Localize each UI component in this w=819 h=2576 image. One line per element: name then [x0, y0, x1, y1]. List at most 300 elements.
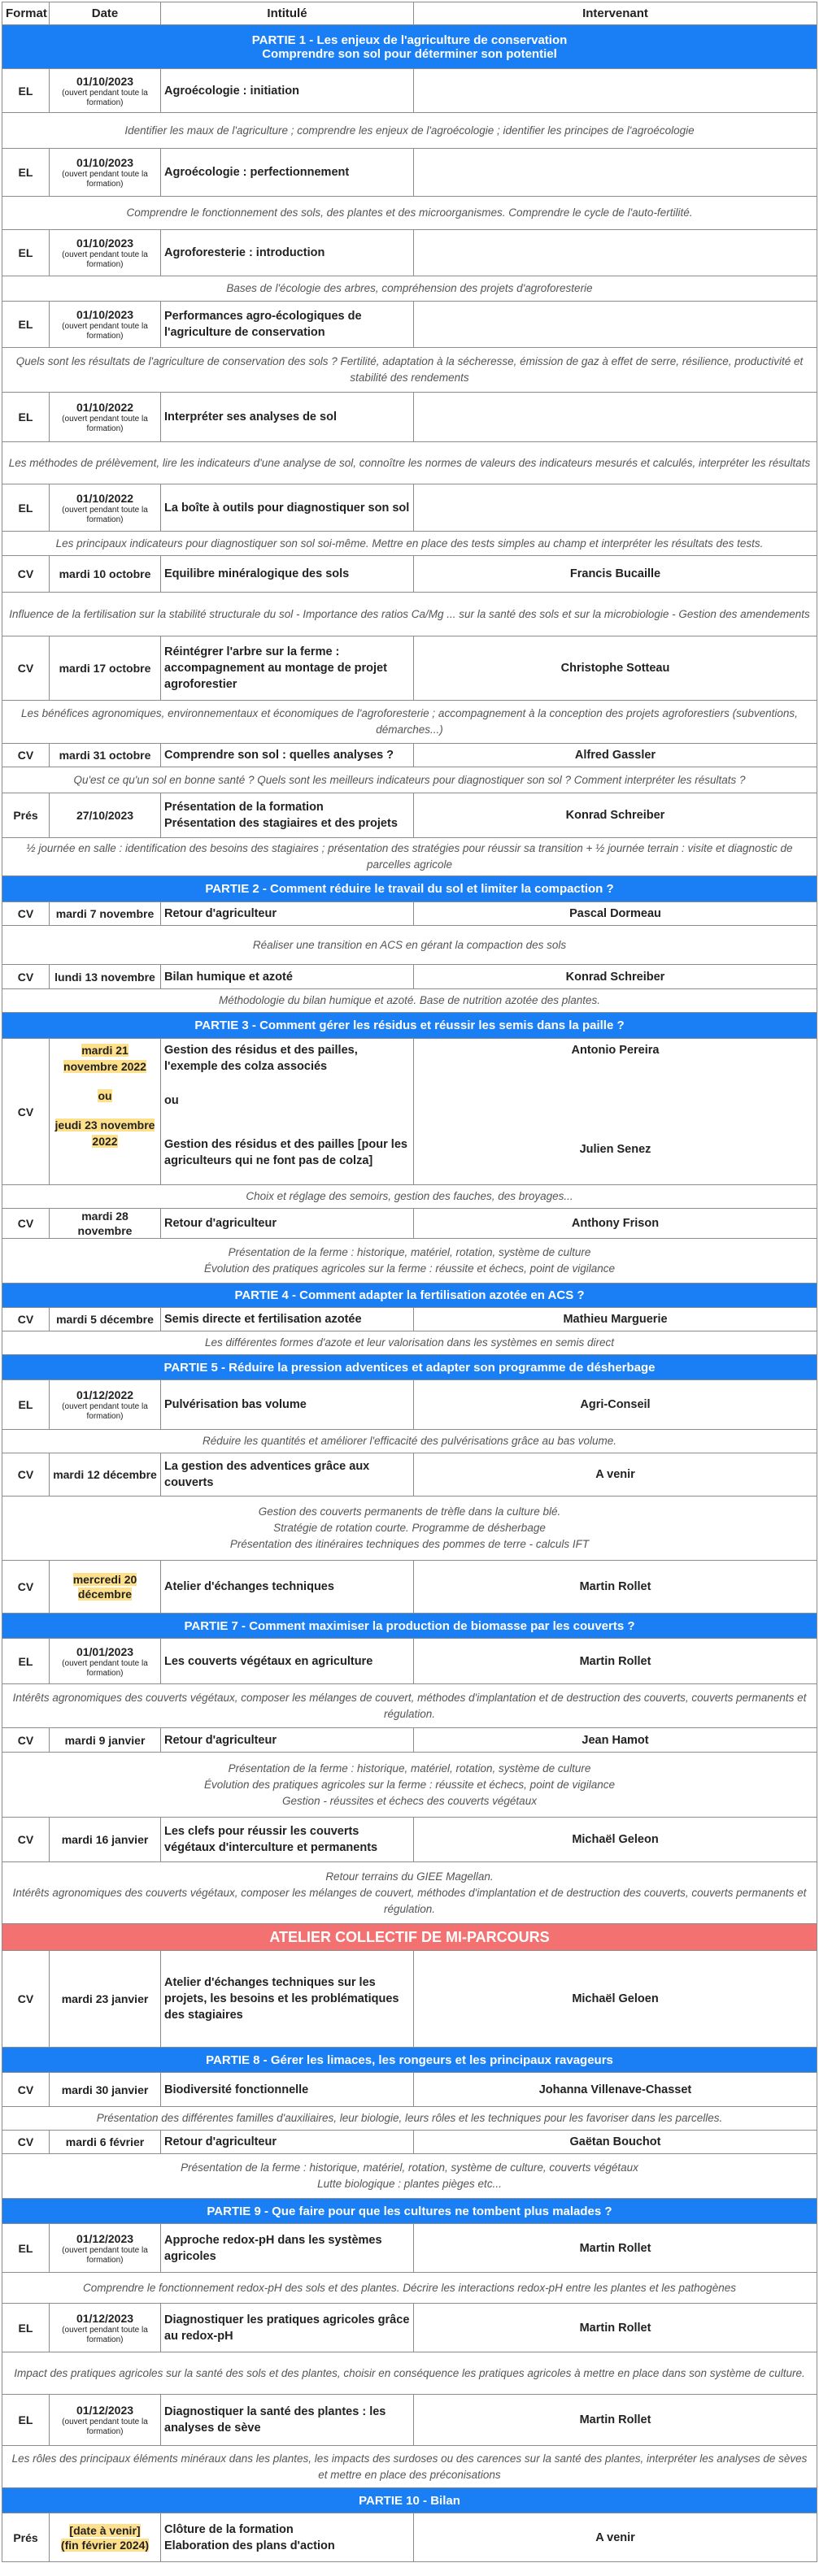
session-row [2, 636, 817, 701]
session-row [2, 149, 817, 197]
session-format: CV [2, 1951, 50, 2048]
session-format: EL [2, 484, 50, 532]
session-intervenant: Agri-Conseil [414, 1380, 817, 1430]
intitule-line: Comprendre son sol : quelles analyses ? [164, 749, 394, 762]
session-description [2, 276, 817, 302]
text-line: Lutte biologique : plantes pièges etc... [317, 2178, 502, 2190]
intitule-line: La gestion des adventices grâce aux couverts [164, 1460, 370, 1489]
date-line: 01/10/2022 [76, 401, 134, 414]
text-line: Comprendre le fonctionnement redox-pH des sols et des plantes. Décrire les interactions redox-pH entre les plantes et les pathogènes [83, 2281, 736, 2294]
section-header-row [2, 2488, 817, 2513]
date-line: 01/10/2023 [76, 308, 134, 321]
description-row [2, 767, 817, 793]
session-intervenant: Alfred Gassler [414, 744, 817, 767]
session-intitule [161, 1039, 414, 1185]
date-or [53, 1088, 157, 1104]
date-text [76, 2312, 133, 2325]
intitule-line: Agroécologie : initiation [164, 84, 299, 98]
session-intervenant [414, 230, 817, 276]
text-line: Comprendre son sol pour déterminer son potentiel [262, 46, 557, 61]
session-description [2, 197, 817, 230]
session-row [2, 793, 817, 838]
session-intervenant: Pascal Dormeau [414, 902, 817, 926]
session-intitule [161, 1639, 414, 1684]
session-row [2, 230, 817, 276]
text-line: Bases de l'écologie des arbres, compréhension des projets d'agroforesterie [226, 282, 593, 294]
session-date [50, 744, 161, 767]
date-line: 01/10/2022 [76, 491, 134, 505]
session-date [50, 484, 161, 532]
date-text [76, 156, 133, 169]
description-row [2, 532, 817, 556]
session-intitule [161, 2073, 414, 2107]
session-row [2, 556, 817, 593]
date-text [59, 662, 151, 675]
session-format: EL [2, 393, 50, 442]
session-intervenant: Johanna Villenave-Chasset [414, 2073, 817, 2107]
session-date [50, 1951, 161, 2048]
session-date [50, 2304, 161, 2352]
session-row [2, 1380, 817, 1430]
session-row [2, 965, 817, 989]
text-line: Les différentes formes d'azote et leur valorisation dans les systèmes en semis direct [204, 1336, 615, 1349]
description-row [2, 113, 817, 149]
session-date [50, 2224, 161, 2273]
session-date [50, 393, 161, 442]
text-line: Intérêts agronomiques des couverts végétaux, composer les mélanges de couvert, méthodes d'implantation et de destruction des couverts, couverts permanents et régulation. [12, 1691, 807, 1720]
session-date [50, 556, 161, 593]
text-line: ½ journée en salle : identification des besoins des stagiaires ; présentation des stratégies pour réussir sa transition + ½ journée terrain : visite et diagnostic de parcelles agricole [26, 842, 793, 871]
session-row [2, 1308, 817, 1331]
session-intitule [161, 2395, 414, 2446]
section-title [2, 876, 817, 902]
session-format: CV [2, 1308, 50, 1331]
session-description [2, 989, 817, 1013]
session-description [2, 1331, 817, 1355]
intitule-line: Diagnostiquer les pratiques agricoles grâce au redox-pH [164, 2313, 410, 2343]
date-line: 01/10/2023 [76, 237, 134, 250]
session-format: CV [2, 556, 50, 593]
session-intervenant [414, 1039, 817, 1185]
text-line: Les méthodes de prélèvement, lire les indicateurs d'une analyse de sol, connoître les normes de valeurs des indicateurs mesurés et calculés, interpréter les résultats [8, 456, 811, 469]
text-line: Méthodologie du bilan humique et azoté. Base de nutrition azotée des plantes. [218, 994, 601, 1006]
section-title [2, 1013, 817, 1039]
session-intitule [161, 69, 414, 113]
section-title [2, 2488, 817, 2513]
date-text [61, 2524, 149, 2552]
date-text [53, 1468, 157, 1481]
session-format: EL [2, 1380, 50, 1430]
session-description [2, 593, 817, 636]
session-intervenant: Konrad Schreiber [414, 965, 817, 989]
text-line: Stratégie de rotation courte. Programme de désherbage [273, 1522, 546, 1534]
intitule-line: Réintégrer l'arbre sur la ferme : accompagnement au montage de projet agroforestier [164, 645, 387, 691]
session-format: CV [2, 1209, 50, 1239]
session-intitule [161, 1561, 414, 1614]
description-row [2, 348, 817, 393]
date-line: mardi 6 février [65, 2135, 145, 2148]
session-intervenant [414, 149, 817, 197]
session-date [50, 1308, 161, 1331]
date-text [66, 2135, 145, 2148]
session-intitule [161, 1209, 414, 1239]
text-line: PARTIE 3 - Comment gérer les résidus et réussir les semis dans la paille ? [194, 1019, 625, 1032]
session-date [50, 1453, 161, 1497]
description-row [2, 926, 817, 965]
session-intervenant: Martin Rollet [414, 1639, 817, 1684]
text-line: Choix et réglage des semoirs, gestion des fauches, des broyages... [246, 1190, 573, 1202]
intitule-line: Biodiversité fonctionnelle [164, 2083, 309, 2096]
intervenant-option-1: Antonio Pereira [571, 1044, 660, 1057]
session-description [2, 1753, 817, 1818]
section-header-row [2, 876, 817, 902]
section-title [2, 1355, 817, 1380]
session-description [2, 2154, 817, 2199]
session-intervenant: Anthony Frison [414, 1209, 817, 1239]
date-line: mardi 12 décembre [53, 1468, 157, 1481]
text-line: Évolution des pratiques agricoles sur la ferme : réussite et échecs, point de vigilance [203, 1262, 616, 1275]
session-format: EL [2, 1639, 50, 1684]
description-row [2, 1862, 817, 1924]
session-date [50, 965, 161, 989]
text-line: PARTIE 8 - Gérer les limaces, les rongeurs et les principaux ravageurs [206, 2053, 613, 2067]
date-line: mardi 28 novembre [77, 1210, 133, 1237]
date-line: mardi 23 janvier [61, 1992, 149, 2005]
description-row [2, 2107, 817, 2131]
date-text [76, 1645, 133, 1658]
session-row [2, 2131, 817, 2154]
date-text [76, 75, 133, 88]
session-row [2, 1561, 817, 1614]
section-title [2, 1924, 817, 1951]
text-line: Gestion des couverts permanents de trèfle dans la culture blé. [258, 1505, 561, 1518]
session-format: CV [2, 902, 50, 926]
session-intitule [161, 1728, 414, 1753]
text-line: Présentation de la ferme : historique, matériel, rotation, système de culture [228, 1761, 591, 1775]
date-note: (ouvert pendant toute la formation) [62, 1658, 148, 1678]
date-line: 01/12/2022 [76, 1388, 134, 1401]
session-description [2, 838, 817, 876]
text-line: PARTIE 5 - Réduire la pression adventices et adapter son programme de désherbage [163, 1360, 656, 1375]
session-intitule [161, 1308, 414, 1331]
session-row [2, 484, 817, 532]
session-row [2, 393, 817, 442]
session-intervenant: Gaëtan Bouchot [414, 2131, 817, 2154]
session-date [50, 149, 161, 197]
date-text [59, 749, 151, 762]
session-date [50, 2131, 161, 2154]
section-header-row [2, 1013, 817, 1039]
table-body [2, 25, 817, 2562]
date-line: mardi 10 octobre [59, 567, 151, 580]
intitule-line: Présentation des stagiaires et des projets [164, 817, 398, 830]
intitule-line: Les clefs pour réussir les couverts végétaux d'interculture et permanents [164, 1825, 378, 1854]
date-text [76, 492, 133, 505]
session-date [50, 793, 161, 838]
description-row [2, 197, 817, 230]
section-title [2, 2048, 817, 2073]
text-line: Réaliser une transition en ACS en gérant la compaction des sols [252, 938, 567, 951]
text-line: Quels sont les résultats de l'agriculture de conservation des sols ? Fertilité, adaptation à la sécheresse, émission de gaz à effet de serre, résilience, productivité et stabilité des rendements [15, 355, 804, 384]
date-text [76, 2232, 133, 2245]
session-description [2, 2352, 817, 2395]
date-note: (ouvert pendant toute la formation) [62, 322, 148, 341]
text-line: Qu'est ce qu'un sol en bonne santé ? Quels sont les meilleurs indicateurs pour diagnostiquer son sol ? Comment interpréter les résultats ? [73, 773, 746, 786]
description-row [2, 1331, 817, 1355]
session-intitule [161, 1453, 414, 1497]
date-line: 01/12/2023 [76, 2231, 134, 2245]
intitule-option-2: Gestion des résidus et des pailles [pour les agriculteurs qui ne font pas de colza] [164, 1138, 407, 1167]
date-line: mardi 31 octobre [59, 749, 151, 762]
session-date [50, 1380, 161, 1430]
session-date [50, 902, 161, 926]
description-row [2, 1430, 817, 1453]
section-header-row [2, 2199, 817, 2224]
session-description [2, 1497, 817, 1561]
session-intervenant: Konrad Schreiber [414, 793, 817, 838]
date-text [76, 809, 133, 822]
text-line: PARTIE 7 - Comment maximiser la production de biomasse par les couverts ? [184, 1618, 635, 1633]
intitule-line: La boîte à outils pour diagnostiquer son sol [164, 501, 410, 515]
session-intervenant: Martin Rollet [414, 2395, 817, 2446]
session-row [2, 902, 817, 926]
text-line: Présentation des itinéraires techniques des pommes de terre - calculs IFT [229, 1538, 590, 1550]
session-date [50, 302, 161, 348]
date-line: mardi 30 janvier [61, 2083, 149, 2096]
session-row [2, 1951, 817, 2048]
session-description [2, 2446, 817, 2488]
date-note: (ouvert pendant toute la formation) [62, 170, 148, 189]
intitule-line: Atelier d'échanges techniques sur les projets, les besoins et les problématiques des stagiaires [164, 1976, 399, 2022]
date-note: (ouvert pendant toute la formation) [62, 2245, 148, 2265]
text-line: Identifier les maux de l'agriculture ; comprendre les enjeux de l'agroécologie ; identifier les principes de l'agroécologie [124, 124, 695, 137]
text-line: Réduire les quantités et améliorer l'efficacité des pulvérisations grâce au bas volume. [202, 1435, 617, 1447]
header-intervenant: Intervenant [414, 2, 817, 25]
date-line: mardi 17 octobre [59, 662, 151, 675]
header-format: Format [2, 2, 50, 25]
date-line: mardi 16 janvier [61, 1833, 149, 1846]
session-intervenant [414, 393, 817, 442]
intitule-line: Interpréter ses analyses de sol [164, 411, 337, 424]
session-description [2, 767, 817, 793]
session-format: Prés [2, 2513, 50, 2562]
session-row [2, 302, 817, 348]
date-text [62, 1833, 149, 1846]
section-header-row [2, 2048, 817, 2073]
section-header-row [2, 25, 817, 69]
session-format: CV [2, 636, 50, 701]
session-intervenant: Michaël Geloen [414, 1951, 817, 2048]
description-row [2, 2273, 817, 2304]
date-text [56, 907, 155, 920]
date-text [56, 1313, 154, 1326]
intitule-or: ou [164, 1094, 179, 1107]
session-intitule [161, 2131, 414, 2154]
date-text [73, 1573, 137, 1601]
session-intervenant: Martin Rollet [414, 2224, 817, 2273]
intitule-line: Diagnostiquer la santé des plantes : les analyses de sève [164, 2405, 386, 2435]
intitule-line: Approche redox-pH dans les systèmes agricoles [164, 2233, 382, 2263]
description-row [2, 276, 817, 302]
intitule-line: Performances agro-écologiques de l'agriculture de conservation [164, 310, 362, 339]
intitule-line: Clôture de la formation [164, 2522, 294, 2536]
session-description [2, 1239, 817, 1284]
description-row [2, 1239, 817, 1284]
description-row [2, 989, 817, 1013]
session-intitule [161, 1951, 414, 2048]
text-line: Gestion - réussites et échecs des couverts végétaux [282, 1794, 537, 1807]
session-description [2, 926, 817, 965]
text-line: PARTIE 4 - Comment adapter la fertilisation azotée en ACS ? [234, 1288, 585, 1302]
session-description [2, 1430, 817, 1453]
session-format: EL [2, 2224, 50, 2273]
session-intitule [161, 744, 414, 767]
text-line: Influence de la fertilisation sur la stabilité structurale du sol - Importance des ratios Ca/Mg ... sur la santé des sols et sur la microbiologie - Gestion des amendements [9, 607, 810, 620]
description-row [2, 2352, 817, 2395]
session-format: EL [2, 2395, 50, 2446]
text-line: Les principaux indicateurs pour diagnostiquer son sol soi-même. Mettre en place des tests simples au champ et interpréter les résultats des tests. [55, 536, 764, 550]
session-format: CV [2, 1561, 50, 1614]
session-intitule [161, 1818, 414, 1862]
intitule-line: Présentation de la formation [164, 801, 324, 814]
session-date [50, 1039, 161, 1185]
intitule-line: Agroforesterie : introduction [164, 246, 325, 259]
date-note: (ouvert pendant toute la formation) [62, 1402, 148, 1421]
session-date [50, 1639, 161, 1684]
session-row [2, 2224, 817, 2273]
session-intitule [161, 2224, 414, 2273]
session-row [2, 2073, 817, 2107]
header-date: Date [50, 2, 161, 25]
intitule-line: Atelier d'échanges techniques [164, 1580, 334, 1593]
session-row [2, 2395, 817, 2446]
date-text [76, 308, 133, 321]
session-intitule [161, 484, 414, 532]
date-option-2 [53, 1117, 157, 1149]
session-description [2, 532, 817, 556]
session-row [2, 2304, 817, 2352]
date-note: (ouvert pendant toute la formation) [62, 2325, 148, 2344]
session-description [2, 442, 817, 484]
session-intervenant: Francis Bucaille [414, 556, 817, 593]
description-row [2, 838, 817, 876]
date-note: (ouvert pendant toute la formation) [62, 415, 148, 433]
date-text [78, 1210, 133, 1237]
session-intitule [161, 302, 414, 348]
session-intitule [161, 902, 414, 926]
session-format: CV [2, 2131, 50, 2154]
section-header-row [2, 1284, 817, 1308]
date-text [76, 237, 133, 250]
table-header-row [2, 2, 817, 25]
training-schedule-table [2, 2, 817, 2562]
session-format: CV [2, 965, 50, 989]
session-intitule [161, 636, 414, 701]
text-line: PARTIE 9 - Que faire pour que les cultures ne tombent plus malades ? [207, 2204, 612, 2218]
date-line: 01/12/2023 [76, 2311, 134, 2325]
session-date [50, 636, 161, 701]
date-note: (ouvert pendant toute la formation) [62, 505, 148, 524]
description-row [2, 2154, 817, 2199]
text-line: Retour terrains du GIEE Magellan. [325, 1870, 494, 1883]
date-text [76, 1388, 133, 1401]
session-date [50, 69, 161, 113]
session-intervenant: Jean Hamot [414, 1728, 817, 1753]
date-note: (ouvert pendant toute la formation) [62, 2417, 148, 2436]
section-title [2, 2199, 817, 2224]
session-format: Prés [2, 793, 50, 838]
date-line: mardi 5 décembre [56, 1313, 154, 1326]
description-row [2, 442, 817, 484]
session-date [50, 2395, 161, 2446]
session-date [50, 1728, 161, 1753]
date-text [76, 2404, 133, 2417]
date-line: 01/01/2023 [76, 1644, 134, 1658]
session-row-alternatives [2, 1039, 817, 1185]
date-text: mardi 21 novembre 2022 [63, 1044, 146, 1073]
intervenant-option-2: Julien Senez [579, 1143, 651, 1156]
session-intervenant: Mathieu Marguerie [414, 1308, 817, 1331]
text-line: Impact des pratiques agricoles sur la santé des sols et des plantes, choisir en conséquence les pratiques agricoles à mettre en place dans son système de culture. [14, 2366, 805, 2379]
session-intitule [161, 230, 414, 276]
session-row [2, 69, 817, 113]
header-intitule: Intitulé [161, 2, 414, 25]
date-option-1 [53, 1042, 157, 1075]
date-note: (ouvert pendant toute la formation) [62, 88, 148, 107]
intitule-line: Retour d'agriculteur [164, 1217, 277, 1230]
session-description [2, 113, 817, 149]
session-format: EL [2, 230, 50, 276]
intitule-line: Equilibre minéralogique des sols [164, 567, 350, 580]
session-intitule [161, 556, 414, 593]
date-line: (fin février 2024) [60, 2538, 150, 2552]
section-header-row [2, 1614, 817, 1639]
text-line: Évolution des pratiques agricoles sur la ferme : réussite et échecs, point de vigilance [203, 1778, 616, 1791]
section-title [2, 25, 817, 69]
section-title [2, 1284, 817, 1308]
session-row [2, 1453, 817, 1497]
session-format: EL [2, 2304, 50, 2352]
session-date [50, 2073, 161, 2107]
date-note: (ouvert pendant toute la formation) [62, 250, 148, 269]
atelier-header-row [2, 1924, 817, 1951]
text-line: Présentation de la ferme : historique, matériel, rotation, système de culture, couverts végétaux [181, 2161, 638, 2174]
date-line: lundi 13 novembre [54, 970, 155, 984]
session-intervenant [414, 302, 817, 348]
session-format: EL [2, 302, 50, 348]
intitule-line: Les couverts végétaux en agriculture [164, 1654, 373, 1668]
session-format: CV [2, 1453, 50, 1497]
date-line: 01/12/2023 [76, 2404, 134, 2417]
date-line: mercredi 20 décembre [72, 1573, 137, 1601]
session-date [50, 1209, 161, 1239]
session-intitule [161, 2304, 414, 2352]
session-description [2, 1185, 817, 1209]
session-intitule [161, 149, 414, 197]
description-row [2, 593, 817, 636]
description-row [2, 2446, 817, 2488]
session-format: CV [2, 1728, 50, 1753]
session-intitule [161, 793, 414, 838]
intitule-line: Retour d'agriculteur [164, 1733, 277, 1747]
intitule-option-1: Gestion des résidus et des pailles, l'exemple des colza associés [164, 1044, 358, 1073]
date-text [76, 401, 133, 414]
date-line: mardi 9 janvier [64, 1733, 146, 1747]
session-format: EL [2, 69, 50, 113]
session-date [50, 1818, 161, 1862]
text-line: Les bénéfices agronomiques, environnementaux et économiques de l'agroforesterie ; accompagnement à la conception des projets agroforestiers (subventions, démarches...) [21, 707, 798, 736]
date-line: [date à venir] [69, 2523, 141, 2537]
